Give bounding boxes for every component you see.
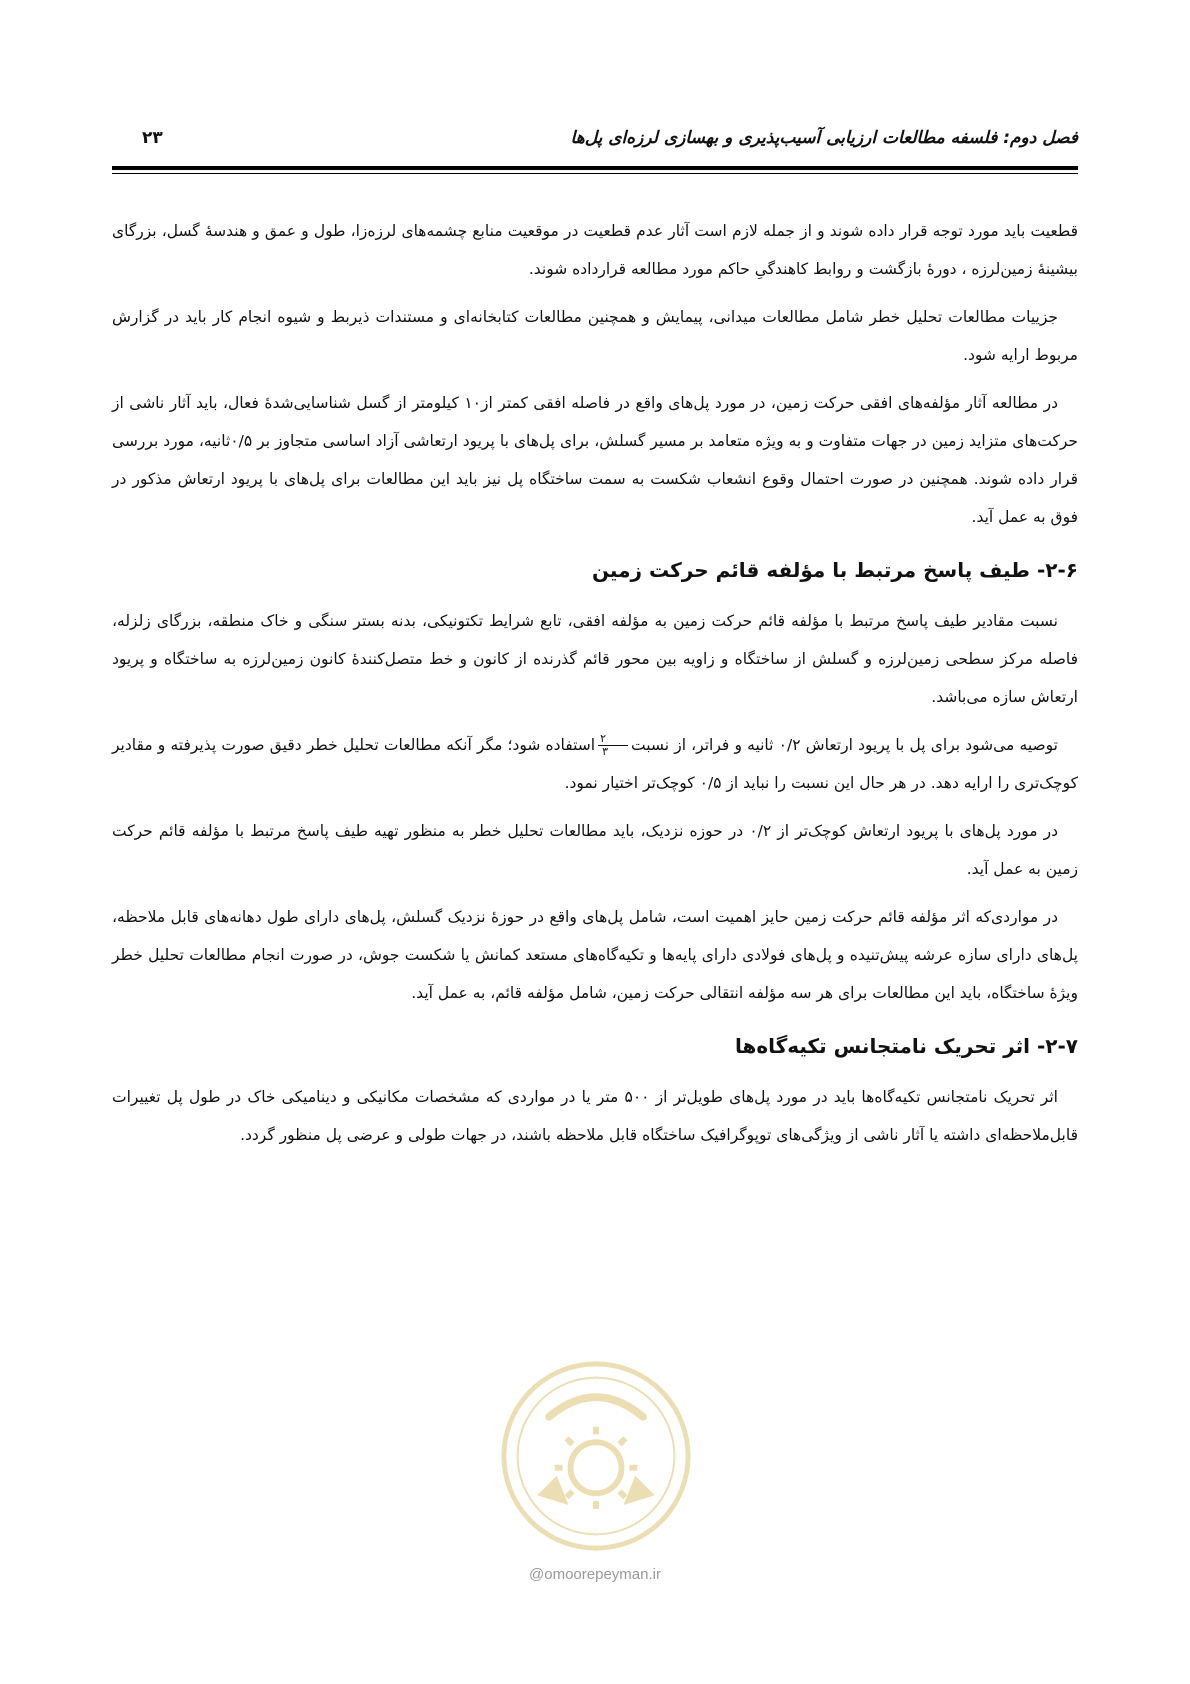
fraction-numerator: ۲ [598, 733, 628, 746]
chapter-title: فصل دوم: فلسفه مطالعات ارزیابی آسیب‌پذیری و بهسازی لرزه‌ای پل‌ها [570, 128, 1078, 148]
fraction-denominator: ۳ [602, 745, 609, 758]
paragraph: در مورد پل‌های با پریود ارتعاش کوچک‌تر از ۰/۲ در حوزه نزدیک، باید مطالعات تحلیل خطر به منظور تهیه طیف پاسخ مرتبط با مؤلفه قائم حرکت زمین به عمل آید. [112, 822, 1078, 878]
header-rule-thick [112, 166, 1078, 170]
paragraph: جزییات مطالعات تحلیل خطر شامل مطالعات میدانی، پیمایش و همچنین مطالعات کتابخانه‌ای و مستندات ذیربط و شیوه انجام کار باید در گزارش مربوط ارایه شود. [112, 308, 1078, 364]
paragraph [112, 726, 1078, 802]
paragraph: اثر تحریک نامتجانس تکیه‌گاه‌ها باید در مورد پل‌های طویل‌تر از ۵۰۰ متر یا در مواردی که مشخصات مکانیکی و دینامیکی خاک در طول پل تغییرات قابل‌ملاحظه‌ای داشته یا آثار ناشی از ویژگی‌های توپوگرافیک ساختگاه قابل ملاحظه باشند، در جهات طولی و عرضی پل منظور گردد. [112, 1088, 1078, 1144]
header-rule-thin [112, 173, 1078, 174]
page-header [112, 128, 1078, 158]
paragraph: قطعیت باید مورد توجه قرار داده شوند و از جمله لازم است آثار عدم قطعیت در موقعیت منابع چشمه‌های لرزه‌زا، طول و عمق و هندسهٔ گسل، بزرگای بیشینهٔ زمین‌لرزه ، دورهٔ بازگشت و روابط کاهندگیِ حاکم مورد مطالعه قرارداده شوند. [112, 222, 1078, 278]
paragraph-text: استفاده شود؛ مگر آنکه مطالعات تحلیل خطر دقیق صورت پذیرفته و مقادیر کوچک‌تری را ارایه دهد. در هر حال این نسبت را نباید از ۰/۵ کوچک‌تر اختیار نمود. [112, 736, 1078, 792]
body-text [112, 212, 1078, 1164]
section-heading: ۲-۶- طیف پاسخ مرتبط با مؤلفه قائم حرکت زمین [591, 558, 1078, 582]
paragraph: نسبت مقادیر طیف پاسخ مرتبط با مؤلفه قائم حرکت زمین به مؤلفه افقی، تابع شرایط تکتونیکی، بدنه بستر سنگی و خاک منطقه، بزرگای زلزله، فاصله مرکز سطحی زمین‌لرزه و گسلش از ساختگاه و زاویه بین محور قائم گذرنده از کانون و خط متصل‌کنندهٔ کانون زمین‌لرزه به ساختگاه و پریود ارتعاش سازه می‌باشد. [112, 612, 1078, 706]
page-number: ۲۳ [142, 128, 163, 148]
watermark-logo-icon [498, 1358, 694, 1554]
watermark-url: @omoorepeyman.ir [529, 1566, 661, 1583]
section-heading: ۲-۷- اثر تحریک نامتجانس تکیه‌گاه‌ها [734, 1034, 1078, 1058]
paragraph: در مواردی‌که اثر مؤلفه قائم حرکت زمین حایز اهمیت است، شامل پل‌های واقع در حوزهٔ نزدیک گسلش، پل‌های دارای طول دهانه‌های قابل ملاحظه، پل‌های دارای سازه عرشه پیش‌تنیده و پل‌های فولادی دارای پایه‌ها و تکیه‌گاه‌های مستعد کمانش یا شکست جوش، در صورت انجام مطالعات تحلیل خطر ویژهٔ ساختگاه، باید این مطالعات برای هر سه مؤلفه انتقالی حرکت زمین، شامل مؤلفه قائم، به عمل آید. [112, 908, 1078, 1002]
paragraph: در مطالعه آثار مؤلفه‌های افقی حرکت زمین، در مورد پل‌های واقع در فاصله افقی کمتر از۱۰ کیلومتر از گسل شناسایی‌شدهٔ فعال، باید آثار ناشی از حرکت‌های متزاید زمین در جهات متفاوت و به ویژه متعامد بر مسیر گسلش، برای پل‌های با پریود ارتعاشی آزاد اساسی متجاوز بر ۰/۵ثانیه، مورد بررسی قرار داده شوند. همچنین در صورت احتمال وقوع انشعاب شکست به سمت ساختگاه پل نیز باید این مطالعات برای پل‌های با پریود ارتعاش مذکور در فوق به عمل آید. [112, 394, 1078, 526]
fraction [598, 733, 628, 758]
paragraph-text: توصیه می‌شود برای پل با پریود ارتعاش ۰/۲ ثانیه و فراتر، از نسبت [631, 736, 1058, 754]
